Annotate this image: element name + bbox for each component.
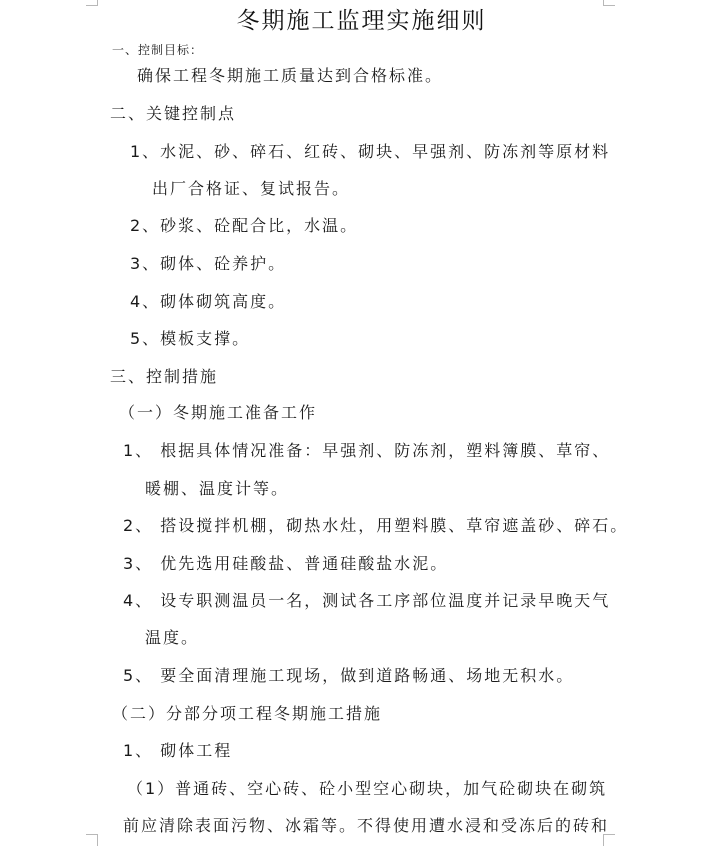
paragraph-line: 前应清除表面污物、冰霜等。不得使用遭水浸和受冻后的砖和: [123, 816, 610, 835]
section-heading-key-points: 二、关键控制点: [110, 104, 237, 123]
list-item-line: 5、 要全面清理施工现场，做到道路畅通、场地无积水。: [123, 666, 575, 685]
document-title: 冬期施工监理实施细则: [236, 8, 487, 34]
list-item-line: 4、 设专职测温员一名，测试各工序部位温度并记录早晚天气: [123, 591, 611, 610]
list-item-line: 1、水泥、砂、碎石、红砖、砌块、早强剂、防冻剂等原材料: [130, 142, 611, 161]
list-item-line: 2、 搭设搅拌机棚，砌热水灶，用塑料膜、草帘遮盖砂、碎石。: [123, 516, 629, 535]
section-heading-measures: 三、控制措施: [110, 367, 219, 386]
list-item-line: 2、砂浆、砼配合比，水温。: [130, 216, 359, 235]
list-item-line: 4、砌体砌筑高度。: [130, 292, 287, 311]
subsection-heading: （一）冬期施工准备工作: [119, 403, 318, 422]
list-item-line: 1、 砌体工程: [123, 741, 233, 760]
paragraph-line: 确保工程冬期施工质量达到合格标准。: [137, 66, 444, 85]
list-item-line: 5、模板支撑。: [130, 329, 251, 348]
crop-mark-bottom-left: [86, 834, 98, 835]
crop-mark-bottom-left: [97, 834, 98, 846]
list-item-line: 暖棚、温度计等。: [145, 479, 290, 498]
list-item-line: 温度。: [145, 628, 200, 647]
subsection-heading: （二）分部分项工程冬期施工措施: [112, 704, 383, 723]
list-item-line: 3、砌体、砼养护。: [130, 254, 287, 273]
list-item-line: 出厂合格证、复试报告。: [152, 179, 351, 198]
paragraph-line: （1）普通砖、空心砖、砼小型空心砌块，加气砼砌块在砌筑: [127, 779, 608, 798]
list-item-line: 1、 根据具体情况准备：早强剂、防冻剂，塑料簿膜、草帘、: [123, 441, 611, 460]
section-heading-control-target: 一、控制目标：: [112, 43, 204, 57]
list-item-line: 3、 优先选用硅酸盐、普通硅酸盐水泥。: [123, 554, 449, 573]
